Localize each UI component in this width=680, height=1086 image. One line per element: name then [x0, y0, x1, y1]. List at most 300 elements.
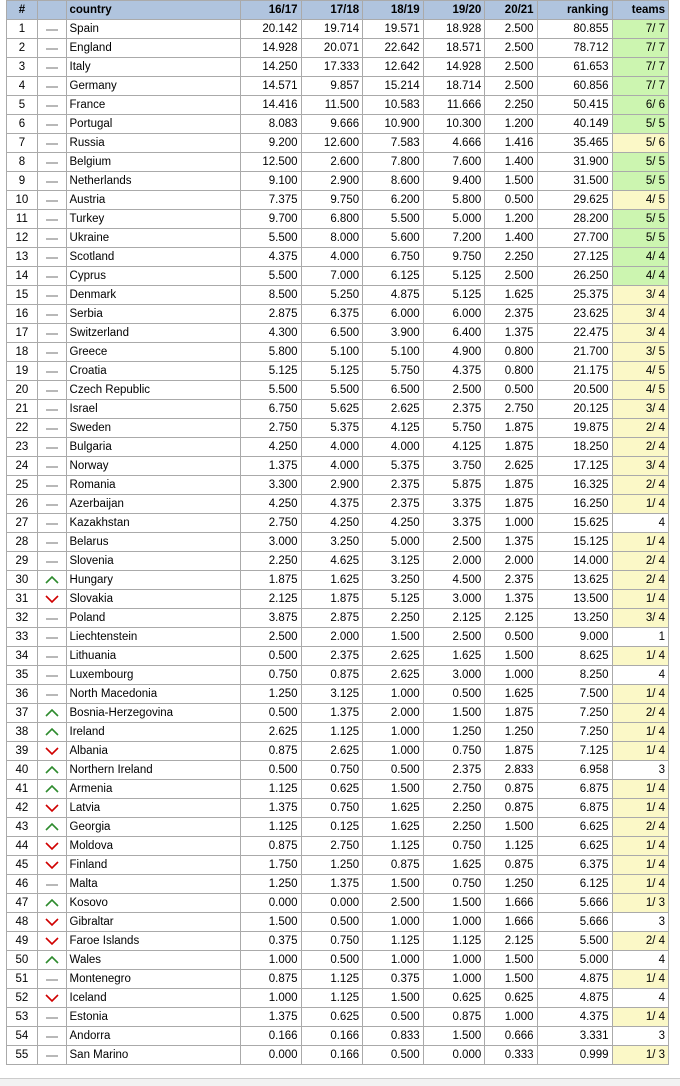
cell-country: Portugal — [66, 115, 240, 134]
cell-19-20: 2.250 — [423, 818, 485, 837]
cell-teams: 2/ 4 — [612, 571, 669, 590]
cell-19-20: 5.000 — [423, 210, 485, 229]
cell-16-17: 4.250 — [240, 495, 301, 514]
trend-same-icon — [37, 362, 66, 381]
cell-ranking: 78.712 — [537, 39, 612, 58]
trend-same-icon — [37, 191, 66, 210]
cell-19-20: 5.125 — [423, 267, 485, 286]
cell-teams: 2/ 4 — [612, 552, 669, 571]
cell-17-18: 1.125 — [301, 723, 363, 742]
cell-17-18: 0.000 — [301, 894, 363, 913]
cell-18-19: 1.125 — [363, 837, 424, 856]
cell-20-21: 1.375 — [485, 533, 537, 552]
cell-rank-number: 9 — [7, 172, 38, 191]
cell-20-21: 0.500 — [485, 628, 537, 647]
cell-17-18: 0.166 — [301, 1046, 363, 1065]
cell-17-18: 5.100 — [301, 343, 363, 362]
cell-rank-number: 51 — [7, 970, 38, 989]
cell-17-18: 8.000 — [301, 229, 363, 248]
cell-16-17: 1.000 — [240, 951, 301, 970]
cell-18-19: 5.000 — [363, 533, 424, 552]
cell-teams: 4 — [612, 989, 669, 1008]
cell-18-19: 1.625 — [363, 799, 424, 818]
cell-19-20: 3.000 — [423, 666, 485, 685]
cell-16-17: 12.500 — [240, 153, 301, 172]
cell-ranking: 31.500 — [537, 172, 612, 191]
cell-20-21: 2.500 — [485, 39, 537, 58]
cell-teams: 2/ 4 — [612, 419, 669, 438]
cell-18-19: 5.600 — [363, 229, 424, 248]
trend-same-icon — [37, 495, 66, 514]
header-country[interactable]: country — [66, 1, 240, 20]
table-row — [7, 438, 669, 457]
cell-ranking: 14.000 — [537, 552, 612, 571]
table-body — [7, 20, 669, 1065]
cell-rank-number: 28 — [7, 533, 38, 552]
cell-17-18: 12.600 — [301, 134, 363, 153]
cell-20-21: 1.000 — [485, 666, 537, 685]
cell-18-19: 0.875 — [363, 856, 424, 875]
table-row — [7, 58, 669, 77]
cell-rank-number: 38 — [7, 723, 38, 742]
trend-down-icon — [37, 913, 66, 932]
table-row — [7, 799, 669, 818]
cell-rank-number: 37 — [7, 704, 38, 723]
cell-19-20: 1.000 — [423, 913, 485, 932]
cell-rank-number: 15 — [7, 286, 38, 305]
cell-18-19: 1.125 — [363, 932, 424, 951]
cell-18-19: 6.125 — [363, 267, 424, 286]
table-row — [7, 96, 669, 115]
cell-16-17: 0.750 — [240, 666, 301, 685]
cell-17-18: 9.857 — [301, 77, 363, 96]
cell-teams: 4/ 4 — [612, 267, 669, 286]
cell-rank-number: 47 — [7, 894, 38, 913]
cell-16-17: 1.875 — [240, 571, 301, 590]
header-teams[interactable]: teams — [612, 1, 669, 20]
cell-teams: 1/ 4 — [612, 780, 669, 799]
table-row — [7, 495, 669, 514]
cell-country: Croatia — [66, 362, 240, 381]
header-season-18-19[interactable]: 18/19 — [363, 1, 424, 20]
table-row — [7, 685, 669, 704]
cell-18-19: 10.900 — [363, 115, 424, 134]
cell-16-17: 1.000 — [240, 989, 301, 1008]
header-rank-number[interactable]: # — [7, 1, 38, 20]
cell-teams: 4/ 5 — [612, 362, 669, 381]
cell-16-17: 7.375 — [240, 191, 301, 210]
cell-rank-number: 24 — [7, 457, 38, 476]
cell-ranking: 17.125 — [537, 457, 612, 476]
cell-16-17: 0.500 — [240, 647, 301, 666]
cell-ranking: 13.625 — [537, 571, 612, 590]
cell-rank-number: 25 — [7, 476, 38, 495]
cell-teams: 4 — [612, 951, 669, 970]
table-row — [7, 1027, 669, 1046]
cell-ranking: 40.149 — [537, 115, 612, 134]
cell-20-21: 2.000 — [485, 552, 537, 571]
cell-rank-number: 27 — [7, 514, 38, 533]
cell-19-20: 1.250 — [423, 723, 485, 742]
cell-17-18: 1.375 — [301, 875, 363, 894]
header-season-19-20[interactable]: 19/20 — [423, 1, 485, 20]
table-row — [7, 210, 669, 229]
cell-16-17: 6.750 — [240, 400, 301, 419]
table-row — [7, 647, 669, 666]
table-row — [7, 552, 669, 571]
cell-rank-number: 42 — [7, 799, 38, 818]
cell-16-17: 0.875 — [240, 970, 301, 989]
cell-19-20: 4.375 — [423, 362, 485, 381]
cell-20-21: 0.625 — [485, 989, 537, 1008]
cell-ranking: 6.875 — [537, 780, 612, 799]
cell-country: Scotland — [66, 248, 240, 267]
cell-ranking: 25.375 — [537, 286, 612, 305]
table-row — [7, 77, 669, 96]
cell-17-18: 0.750 — [301, 932, 363, 951]
trend-same-icon — [37, 58, 66, 77]
table-row — [7, 894, 669, 913]
cell-18-19: 5.125 — [363, 590, 424, 609]
cell-country: North Macedonia — [66, 685, 240, 704]
cell-ranking: 22.475 — [537, 324, 612, 343]
cell-17-18: 2.900 — [301, 476, 363, 495]
cell-18-19: 0.375 — [363, 970, 424, 989]
cell-teams: 3/ 4 — [612, 286, 669, 305]
cell-20-21: 1.625 — [485, 685, 537, 704]
trend-same-icon — [37, 20, 66, 39]
cell-19-20: 3.750 — [423, 457, 485, 476]
cell-18-19: 1.000 — [363, 951, 424, 970]
table-row — [7, 818, 669, 837]
trend-down-icon — [37, 837, 66, 856]
cell-18-19: 2.000 — [363, 704, 424, 723]
cell-country: Estonia — [66, 1008, 240, 1027]
cell-17-18: 2.600 — [301, 153, 363, 172]
cell-16-17: 5.500 — [240, 229, 301, 248]
cell-rank-number: 23 — [7, 438, 38, 457]
cell-ranking: 6.125 — [537, 875, 612, 894]
trend-same-icon — [37, 115, 66, 134]
cell-rank-number: 41 — [7, 780, 38, 799]
cell-country: France — [66, 96, 240, 115]
header-season-17-18[interactable]: 17/18 — [301, 1, 363, 20]
cell-teams: 2/ 4 — [612, 818, 669, 837]
cell-16-17: 4.250 — [240, 438, 301, 457]
cell-18-19: 8.600 — [363, 172, 424, 191]
cell-20-21: 1.000 — [485, 1008, 537, 1027]
cell-rank-number: 2 — [7, 39, 38, 58]
cell-17-18: 5.125 — [301, 362, 363, 381]
cell-16-17: 2.750 — [240, 419, 301, 438]
cell-20-21: 1.875 — [485, 419, 537, 438]
trend-same-icon — [37, 476, 66, 495]
cell-ranking: 27.700 — [537, 229, 612, 248]
cell-country: Malta — [66, 875, 240, 894]
cell-20-21: 2.250 — [485, 96, 537, 115]
cell-ranking: 20.500 — [537, 381, 612, 400]
cell-17-18: 6.375 — [301, 305, 363, 324]
cell-18-19: 1.000 — [363, 742, 424, 761]
trend-down-icon — [37, 742, 66, 761]
cell-rank-number: 20 — [7, 381, 38, 400]
cell-20-21: 1.416 — [485, 134, 537, 153]
cell-rank-number: 32 — [7, 609, 38, 628]
trend-up-icon — [37, 818, 66, 837]
cell-18-19: 4.125 — [363, 419, 424, 438]
cell-ranking: 7.500 — [537, 685, 612, 704]
cell-17-18: 5.375 — [301, 419, 363, 438]
cell-17-18: 3.250 — [301, 533, 363, 552]
trend-same-icon — [37, 229, 66, 248]
cell-17-18: 1.625 — [301, 571, 363, 590]
cell-country: Latvia — [66, 799, 240, 818]
cell-20-21: 1.250 — [485, 875, 537, 894]
table-row — [7, 704, 669, 723]
cell-18-19: 15.214 — [363, 77, 424, 96]
cell-16-17: 2.500 — [240, 628, 301, 647]
cell-16-17: 1.375 — [240, 799, 301, 818]
cell-country: Albania — [66, 742, 240, 761]
cell-20-21: 1.666 — [485, 913, 537, 932]
cell-teams: 5/ 5 — [612, 210, 669, 229]
cell-18-19: 3.900 — [363, 324, 424, 343]
cell-17-18: 2.625 — [301, 742, 363, 761]
cell-19-20: 2.000 — [423, 552, 485, 571]
cell-rank-number: 45 — [7, 856, 38, 875]
trend-up-icon — [37, 761, 66, 780]
cell-16-17: 0.875 — [240, 837, 301, 856]
cell-teams: 1/ 4 — [612, 495, 669, 514]
header-season-20-21[interactable]: 20/21 — [485, 1, 537, 20]
table-row — [7, 723, 669, 742]
cell-teams: 6/ 6 — [612, 96, 669, 115]
cell-16-17: 0.875 — [240, 742, 301, 761]
cell-teams: 5/ 5 — [612, 153, 669, 172]
cell-17-18: 6.500 — [301, 324, 363, 343]
cell-19-20: 0.750 — [423, 875, 485, 894]
cell-16-17: 1.250 — [240, 685, 301, 704]
table-row — [7, 381, 669, 400]
cell-country: Netherlands — [66, 172, 240, 191]
table-row — [7, 761, 669, 780]
cell-19-20: 7.600 — [423, 153, 485, 172]
trend-down-icon — [37, 590, 66, 609]
cell-country: Bulgaria — [66, 438, 240, 457]
cell-19-20: 1.125 — [423, 932, 485, 951]
table-row — [7, 362, 669, 381]
cell-18-19: 1.625 — [363, 818, 424, 837]
cell-18-19: 5.750 — [363, 362, 424, 381]
table-row — [7, 970, 669, 989]
cell-ranking: 4.875 — [537, 970, 612, 989]
header-ranking[interactable]: ranking — [537, 1, 612, 20]
trend-same-icon — [37, 970, 66, 989]
cell-rank-number: 21 — [7, 400, 38, 419]
trend-up-icon — [37, 894, 66, 913]
cell-20-21: 2.375 — [485, 571, 537, 590]
table-row — [7, 20, 669, 39]
cell-rank-number: 49 — [7, 932, 38, 951]
cell-19-20: 0.625 — [423, 989, 485, 1008]
cell-teams: 3/ 5 — [612, 343, 669, 362]
cell-19-20: 5.125 — [423, 286, 485, 305]
cell-teams: 2/ 4 — [612, 476, 669, 495]
cell-ranking: 28.200 — [537, 210, 612, 229]
table-row — [7, 229, 669, 248]
cell-16-17: 1.375 — [240, 457, 301, 476]
cell-16-17: 2.625 — [240, 723, 301, 742]
cell-17-18: 0.750 — [301, 761, 363, 780]
header-season-16-17[interactable]: 16/17 — [240, 1, 301, 20]
table-row — [7, 780, 669, 799]
cell-rank-number: 44 — [7, 837, 38, 856]
cell-country: Greece — [66, 343, 240, 362]
trend-same-icon — [37, 1046, 66, 1065]
table-row — [7, 571, 669, 590]
cell-18-19: 1.500 — [363, 875, 424, 894]
cell-19-20: 10.300 — [423, 115, 485, 134]
cell-ranking: 3.331 — [537, 1027, 612, 1046]
cell-17-18: 4.625 — [301, 552, 363, 571]
cell-rank-number: 17 — [7, 324, 38, 343]
cell-16-17: 9.700 — [240, 210, 301, 229]
cell-19-20: 3.000 — [423, 590, 485, 609]
cell-17-18: 1.375 — [301, 704, 363, 723]
cell-country: Finland — [66, 856, 240, 875]
cell-19-20: 1.625 — [423, 647, 485, 666]
cell-rank-number: 12 — [7, 229, 38, 248]
cell-country: Denmark — [66, 286, 240, 305]
cell-20-21: 2.500 — [485, 267, 537, 286]
cell-20-21: 0.875 — [485, 780, 537, 799]
table-row — [7, 476, 669, 495]
cell-20-21: 2.125 — [485, 932, 537, 951]
cell-rank-number: 48 — [7, 913, 38, 932]
cell-20-21: 1.200 — [485, 210, 537, 229]
cell-17-18: 4.000 — [301, 438, 363, 457]
cell-ranking: 8.625 — [537, 647, 612, 666]
cell-country: Lithuania — [66, 647, 240, 666]
cell-teams: 5/ 6 — [612, 134, 669, 153]
cell-teams: 3 — [612, 761, 669, 780]
cell-ranking: 6.375 — [537, 856, 612, 875]
trend-same-icon — [37, 96, 66, 115]
cell-17-18: 0.875 — [301, 666, 363, 685]
cell-17-18: 2.000 — [301, 628, 363, 647]
cell-18-19: 2.625 — [363, 666, 424, 685]
cell-18-19: 2.375 — [363, 495, 424, 514]
trend-same-icon — [37, 875, 66, 894]
cell-ranking: 61.653 — [537, 58, 612, 77]
cell-ranking: 0.999 — [537, 1046, 612, 1065]
cell-teams: 2/ 4 — [612, 704, 669, 723]
cell-rank-number: 22 — [7, 419, 38, 438]
cell-20-21: 1.200 — [485, 115, 537, 134]
cell-18-19: 2.375 — [363, 476, 424, 495]
table-row — [7, 248, 669, 267]
cell-country: Andorra — [66, 1027, 240, 1046]
cell-17-18: 2.375 — [301, 647, 363, 666]
cell-17-18: 4.250 — [301, 514, 363, 533]
cell-19-20: 5.750 — [423, 419, 485, 438]
cell-ranking: 13.250 — [537, 609, 612, 628]
cell-16-17: 0.000 — [240, 894, 301, 913]
cell-country: Ireland — [66, 723, 240, 742]
cell-20-21: 1.500 — [485, 951, 537, 970]
cell-teams: 1/ 4 — [612, 799, 669, 818]
cell-16-17: 20.142 — [240, 20, 301, 39]
cell-20-21: 2.750 — [485, 400, 537, 419]
cell-ranking: 5.500 — [537, 932, 612, 951]
cell-19-20: 6.000 — [423, 305, 485, 324]
trend-same-icon — [37, 248, 66, 267]
cell-18-19: 6.750 — [363, 248, 424, 267]
table-row — [7, 191, 669, 210]
cell-16-17: 0.000 — [240, 1046, 301, 1065]
cell-teams: 3 — [612, 913, 669, 932]
cell-teams: 3/ 4 — [612, 324, 669, 343]
trend-same-icon — [37, 457, 66, 476]
table-row — [7, 267, 669, 286]
cell-17-18: 1.875 — [301, 590, 363, 609]
cell-19-20: 1.500 — [423, 894, 485, 913]
cell-18-19: 0.500 — [363, 1046, 424, 1065]
cell-rank-number: 14 — [7, 267, 38, 286]
cell-rank-number: 7 — [7, 134, 38, 153]
cell-17-18: 1.250 — [301, 856, 363, 875]
cell-country: Georgia — [66, 818, 240, 837]
cell-20-21: 1.375 — [485, 590, 537, 609]
cell-rank-number: 11 — [7, 210, 38, 229]
trend-same-icon — [37, 381, 66, 400]
table-row — [7, 172, 669, 191]
cell-19-20: 4.900 — [423, 343, 485, 362]
cell-rank-number: 46 — [7, 875, 38, 894]
cell-16-17: 4.300 — [240, 324, 301, 343]
table-row — [7, 951, 669, 970]
cell-16-17: 1.375 — [240, 1008, 301, 1027]
cell-ranking: 6.625 — [537, 818, 612, 837]
table-row — [7, 514, 669, 533]
cell-ranking: 7.250 — [537, 704, 612, 723]
cell-18-19: 4.000 — [363, 438, 424, 457]
cell-ranking: 21.175 — [537, 362, 612, 381]
cell-16-17: 4.375 — [240, 248, 301, 267]
table-row — [7, 343, 669, 362]
cell-20-21: 0.500 — [485, 191, 537, 210]
cell-country: Luxembourg — [66, 666, 240, 685]
cell-18-19: 2.250 — [363, 609, 424, 628]
cell-rank-number: 13 — [7, 248, 38, 267]
cell-19-20: 0.000 — [423, 1046, 485, 1065]
cell-19-20: 1.625 — [423, 856, 485, 875]
cell-18-19: 3.125 — [363, 552, 424, 571]
cell-16-17: 14.928 — [240, 39, 301, 58]
cell-teams: 1 — [612, 628, 669, 647]
cell-ranking: 50.415 — [537, 96, 612, 115]
cell-19-20: 2.375 — [423, 400, 485, 419]
cell-17-18: 2.875 — [301, 609, 363, 628]
cell-country: Armenia — [66, 780, 240, 799]
cell-20-21: 0.875 — [485, 856, 537, 875]
cell-ranking: 16.250 — [537, 495, 612, 514]
trend-same-icon — [37, 172, 66, 191]
trend-same-icon — [37, 210, 66, 229]
cell-20-21: 2.500 — [485, 20, 537, 39]
table-row — [7, 609, 669, 628]
cell-teams: 7/ 7 — [612, 77, 669, 96]
